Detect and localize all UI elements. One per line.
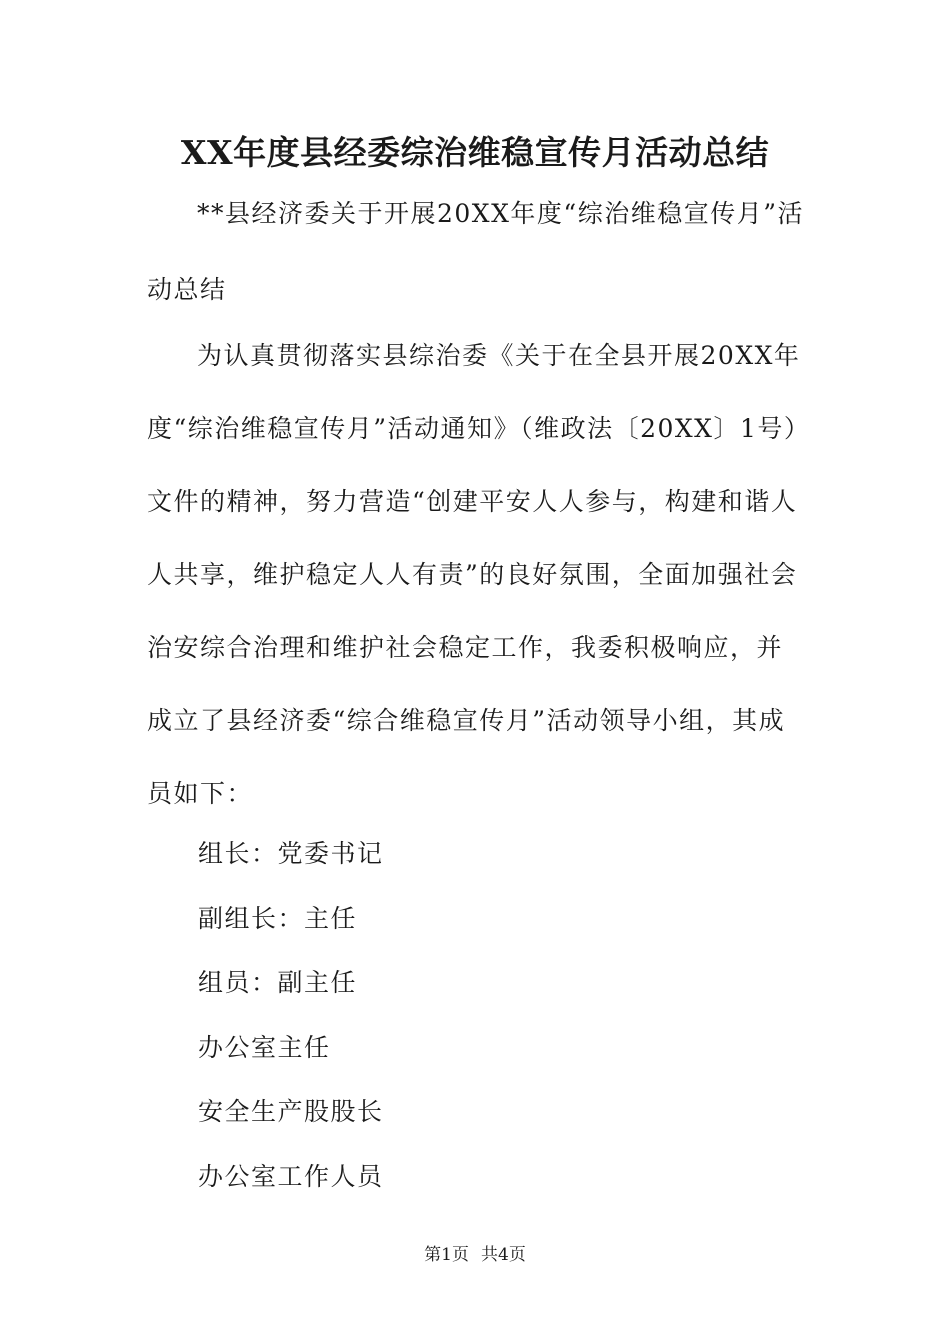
document-subtitle: **县经济委关于开展20XX年度“综治维稳宣传月”活动总结	[147, 199, 804, 304]
page-footer	[0, 1240, 950, 1270]
body-paragraph: 为认真贯彻落实县综治委《关于在全县开展20XX年度“综治维稳宣传月”活动通知》（维政法〔20XX〕1号）文件的精神，努力营造“创建平安人人参与，构建和谐人人共享，维护稳定人人有责”的良好氛围，全面加强社会治安综合治理和维护社会稳定工作，我委积极响应，并成立了县经济委“综合维稳宣传月”活动领导小组，其成员如下：	[147, 341, 801, 808]
member-item-member: 组员：副主任	[198, 968, 358, 997]
member-item-office-staff: 办公室工作人员	[198, 1161, 384, 1191]
document-title: XX年度县经委综治维稳宣传月活动总结	[180, 133, 770, 172]
member-list	[198, 822, 798, 1209]
member-item-office-director: 办公室主任	[198, 1032, 331, 1062]
member-item-safety-section-chief: 安全生产股股长	[198, 1097, 384, 1126]
member-item-leader: 组长：党委书记	[198, 839, 384, 868]
page-number-total: 共4页	[481, 1245, 526, 1265]
page-number-current: 第1页	[424, 1245, 469, 1265]
member-item-deputy-leader: 副组长：主任	[198, 903, 358, 933]
